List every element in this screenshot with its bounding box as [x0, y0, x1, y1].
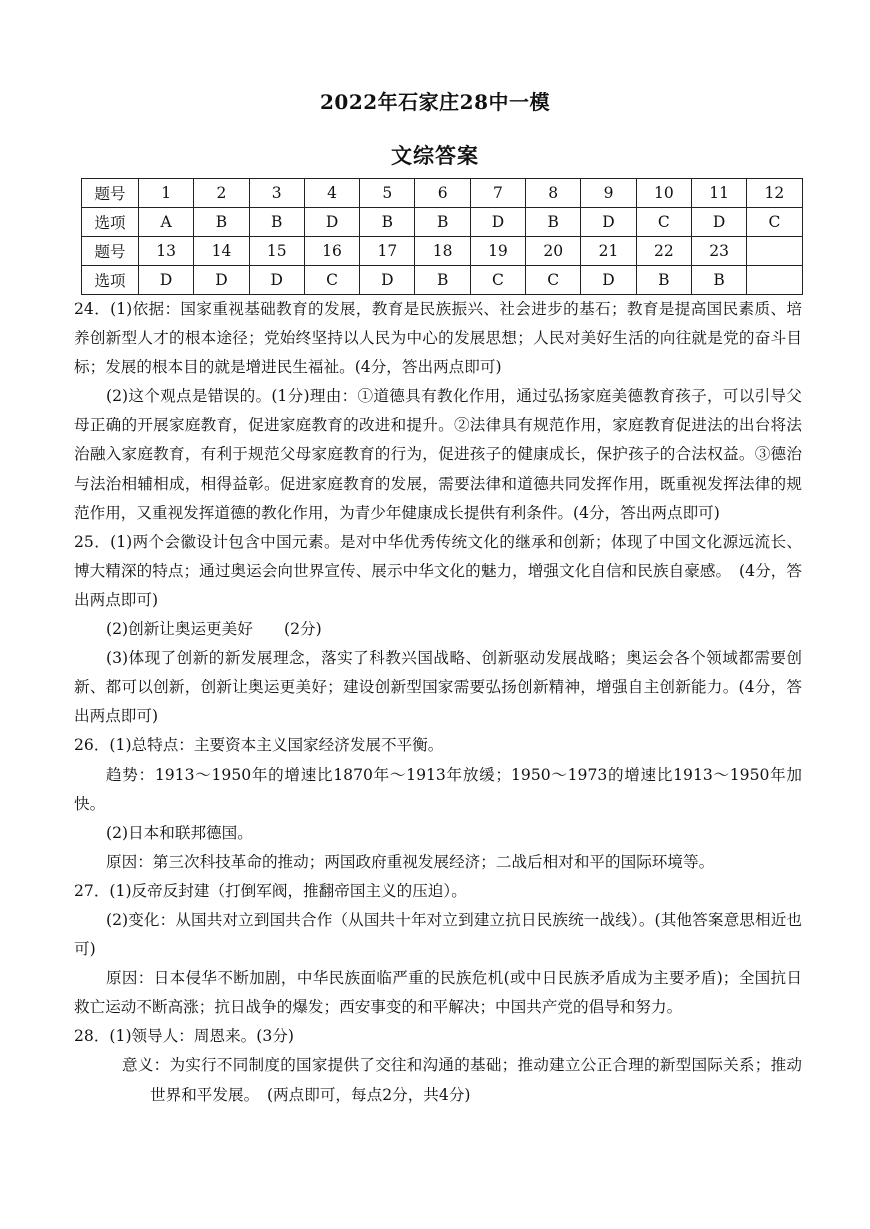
answer-table-cell: D — [304, 208, 359, 237]
answer-table-cell — [747, 237, 802, 266]
answer-table-cell — [747, 266, 802, 295]
answer-26-1: 26．(1)总特点：主要资本主义国家经济发展不平衡。 — [74, 736, 444, 755]
answer-content — [74, 295, 802, 1110]
answer-table-cell: 22 — [636, 237, 691, 266]
answer-26-2-reason: 原因：第三次科技革命的推动；两国政府重视发展经济；二战后相对和平的国际环境等。 — [106, 852, 715, 871]
answer-table-cell: 14 — [194, 237, 249, 266]
answer-table-cell: D — [581, 266, 636, 295]
answer-table-cell: B — [415, 266, 470, 295]
answer-table-cell: B — [194, 208, 249, 237]
answer-table-row — [82, 237, 803, 266]
answer-28-1: 28．(1)领导人：周恩来。(3分) — [74, 1027, 294, 1046]
answer-table-row — [82, 266, 803, 295]
answer-table-cell: C — [304, 266, 359, 295]
answer-table-row — [82, 208, 803, 237]
answer-table-row-header: 题号 — [82, 179, 139, 208]
answer-table-cell: 21 — [581, 237, 636, 266]
answer-table-cell: B — [636, 266, 691, 295]
answer-table-cell: 1 — [139, 179, 194, 208]
answer-table-row — [82, 179, 803, 208]
answer-table-cell: 7 — [470, 179, 525, 208]
answer-table-cell: D — [194, 266, 249, 295]
answer-table-cell: D — [360, 266, 415, 295]
answer-table-cell: 16 — [304, 237, 359, 266]
answer-table-row-header: 题号 — [82, 237, 139, 266]
answer-27-1: 27．(1)反帝反封建（打倒军阀，推翻帝国主义的压迫）。 — [74, 881, 467, 900]
answer-table-cell: 9 — [581, 179, 636, 208]
answer-table-cell: B — [526, 208, 581, 237]
answer-table — [81, 178, 803, 295]
answer-table-cell: 19 — [470, 237, 525, 266]
answer-table-row-header: 选项 — [82, 266, 139, 295]
answer-table-cell: B — [360, 208, 415, 237]
answer-table-cell: 6 — [415, 179, 470, 208]
answer-25-2: (2)创新让奥运更美好 (2分) — [106, 620, 322, 639]
answer-27-2-reason: 原因：日本侵华不断加剧，中华民族面临严重的民族危机(或中日民族矛盾成为主要矛盾)；全国抗日救亡运动不断高涨；抗日战争的爆发；西安事变的和平解决；中国共产党的倡导和努力。 — [74, 969, 802, 1017]
answer-27-2: (2)变化：从国共对立到国共合作（从国共十年对立到建立抗日民族统一战线）。(其他答案意思相近也可) — [74, 910, 802, 959]
answer-table-cell: B — [249, 208, 304, 237]
answer-table-cell: 5 — [360, 179, 415, 208]
answer-28-1-significance: 意义：为实行不同制度的国家提供了交往和沟通的基础；推动建立公正合理的新型国际关系；推动世界和平发展。 (两点即可，每点2分，共4分) — [122, 1056, 802, 1104]
answer-table-cell: 13 — [139, 237, 194, 266]
answer-26-1-trend: 趋势：1913～1950年的增速比1870年～1913年放缓；1950～1973的增速比1913～1950年加快。 — [74, 765, 802, 813]
answer-24-2: (2)这个观点是错误的。(1分)理由：①道德具有教化作用，通过弘扬家庭美德教育孩子，可以引导父母正确的开展家庭教育，促进家庭教育的改进和提升。②法律具有规范作用，家庭教育促进法的出台将法治融入家庭教育，有利于规范父母家庭教育的行为，促进孩子的健康成长，保护孩子的合法权益。③德治与法治相辅相成，相得益彰。促进家庭教育的发展，需要法律和道德共同发挥作用，既重视发挥法律的规范作用，又重视发挥道德的教化作用，为青少年健康成长提供有利条件。(4分，答出两点即可) — [74, 387, 802, 522]
answer-table-cell: 8 — [526, 179, 581, 208]
answer-table-cell: 20 — [526, 237, 581, 266]
answer-table-cell: 11 — [691, 179, 746, 208]
answer-table-cell: 10 — [636, 179, 691, 208]
answer-25-3: (3)体现了创新的新发展理念，落实了科教兴国战略、创新驱动发展战略；奥运会各个领域都需要创新、都可以创新，创新让奥运更美好；建设创新型国家需要弘扬创新精神，增强自主创新能力。(4分，答出两点即可) — [74, 649, 802, 726]
answer-table-row-header: 选项 — [82, 208, 139, 237]
answer-table-cell: C — [636, 208, 691, 237]
answer-table-cell: B — [691, 266, 746, 295]
answer-table-cell: 15 — [249, 237, 304, 266]
answer-24-1: 24．(1)依据：国家重视基础教育的发展，教育是民族振兴、社会进步的基石；教育是提高国民素质、培养创新型人才的根本途径；党始终坚持以人民为中心的发展思想；人民对美好生活的向往就是党的奋斗目标；发展的根本目的就是增进民生福祉。(4分，答出两点即可) — [74, 300, 802, 377]
answer-table-cell: 3 — [249, 179, 304, 208]
page-subtitle: 文综答案 — [391, 143, 479, 168]
answer-table-cell: 18 — [415, 237, 470, 266]
answer-table-cell: D — [470, 208, 525, 237]
answer-table-cell: 12 — [747, 179, 802, 208]
answer-table-cell: C — [747, 208, 802, 237]
answer-table-cell: D — [249, 266, 304, 295]
answer-table-cell: 17 — [360, 237, 415, 266]
answer-table-cell: C — [526, 266, 581, 295]
answer-table-cell: C — [470, 266, 525, 295]
answer-table-cell: D — [139, 266, 194, 295]
answer-table-cell: 4 — [304, 179, 359, 208]
answer-table-cell: B — [415, 208, 470, 237]
answer-table-cell: D — [691, 208, 746, 237]
answer-26-2: (2)日本和联邦德国。 — [106, 823, 253, 842]
answer-table-cell: A — [139, 208, 194, 237]
answer-25-1: 25．(1)两个会徽设计包含中国元素。是对中华优秀传统文化的继承和创新；体现了中国文化源远流长、博大精深的特点；通过奥运会向世界宣传、展示中华文化的魅力，增强文化自信和民族自豪感。 (4分，答出两点即可) — [74, 532, 802, 609]
answer-table-cell: 23 — [691, 237, 746, 266]
answer-table-cell: 2 — [194, 179, 249, 208]
page-title: 2022年石家庄28中一模 — [320, 90, 550, 114]
answer-table-cell: D — [581, 208, 636, 237]
